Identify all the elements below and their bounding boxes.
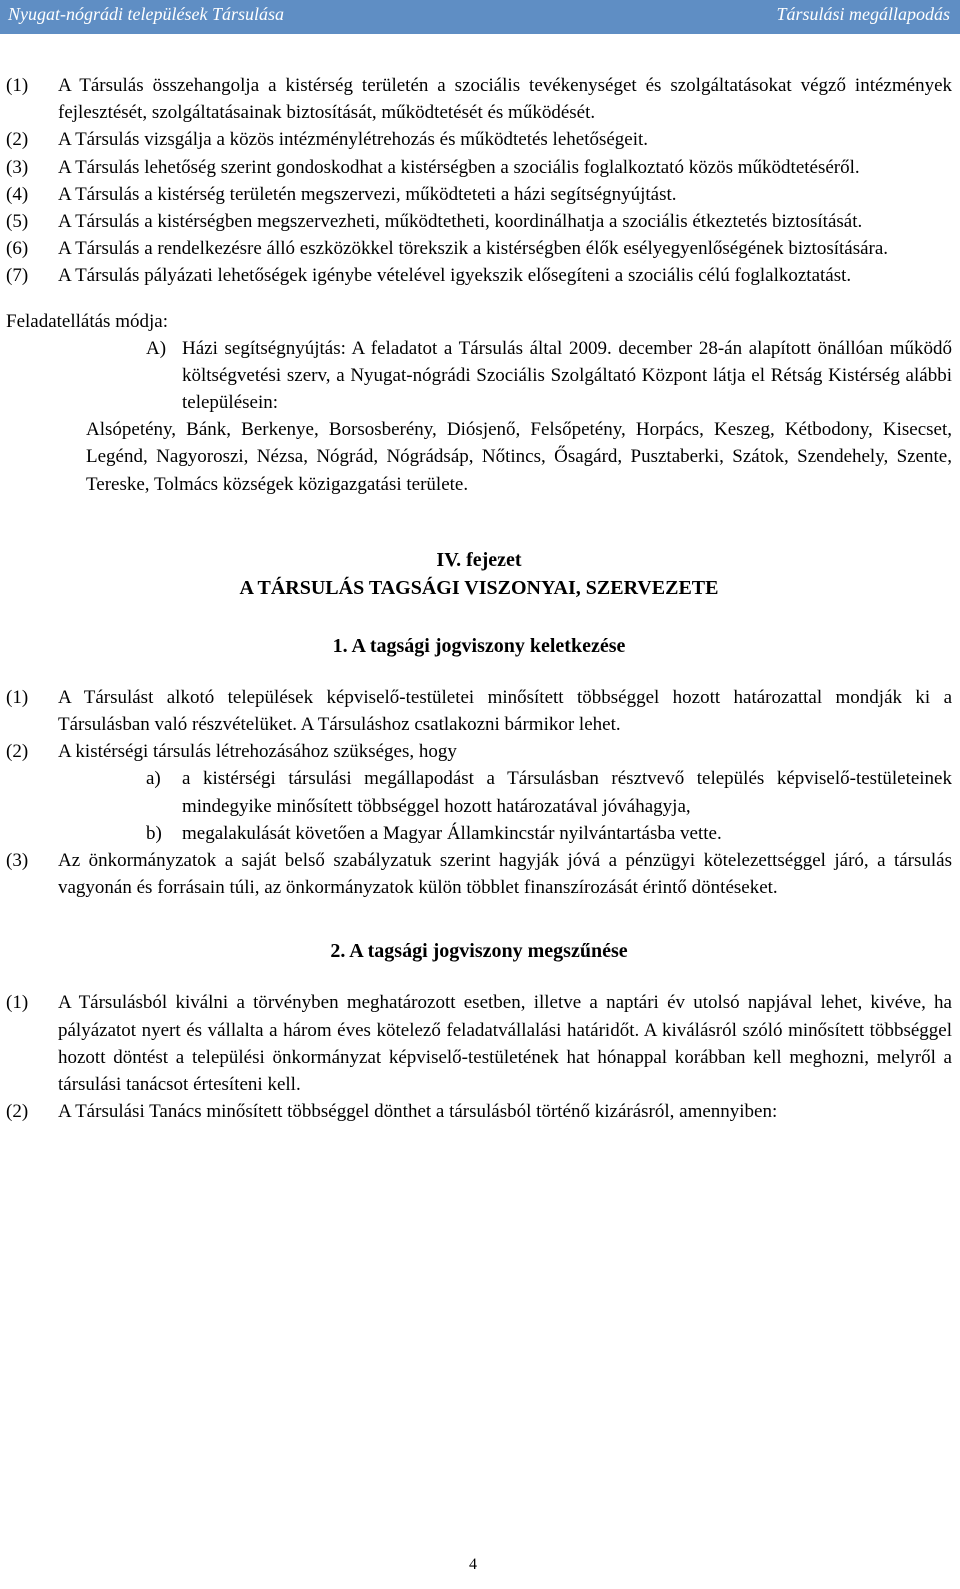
list-subitem: a) a kistérségi társulási megállapodást a Társulásban résztvevő település képviselő-testületeinek mindegyike minősített többséggel hozott határozatával jóváhagyja, <box>146 768 952 817</box>
chapter-number: IV. fejezet <box>436 548 522 571</box>
list-item: (2) A kistérségi társulás létrehozásához szükséges, hogy <box>6 741 457 763</box>
document-body <box>6 72 952 1125</box>
list-item: (2) A Társulás vizsgálja a közös intézménylétrehozás és működtetés lehetőségeit. <box>6 129 649 151</box>
page-number: 4 <box>469 1556 477 1573</box>
section-title: 1. A tagsági jogviszony keletkezése <box>332 634 626 657</box>
list-item: (1) A Társulásból kiválni a törvényben meghatározott esetben, illetve a naptári év utolsó napjával lehet, kivéve, ha pályázatot nyert és vállalta a három éves kötelező feladatvállalási határidőt. A kiválásról szóló minősített többséggel hozott döntést a települési önkormányzat képviselő-testületének hat hónappal korábban kell meghozni, melyről a társulási tanácsot értesíteni kell. <box>6 992 952 1096</box>
list-item: (6) A Társulás a rendelkezésre álló eszközökkel törekszik a kistérségben élők esélyegyenlőségének biztosítására. <box>6 238 889 260</box>
list-item: (3) Az önkormányzatok a saját belső szabályzatuk szerint hagyják jóvá a pénzügyi kötelezettséggel járó, a társulás vagyonán és forrásain túli, az önkormányzatok külön többlet finanszírozását érintő döntéseket. <box>6 850 952 899</box>
header-right-title: Társulási megállapodás <box>776 4 950 24</box>
section-title: 2. A tagsági jogviszony megszűnése <box>330 940 628 963</box>
list-subitem: b) megalakulását követően a Magyar Államkincstár nyilvántartásba vette. <box>146 822 722 844</box>
task-mode-item-a: A) Házi segítségnyújtás: A feladatot a Társulás által 2009. december 28-án alapított önállóan működő költségvetési szerv, a Nyugat-nógrádi Szociális Szolgáltató Központ látja el Rétság Kistérség alábbi településein: <box>146 337 952 414</box>
list-item: (1) A Társulást alkotó települések képviselő-testületei minősített többséggel hozott határozattal mondják ki a Társulásban való részvételüket. A Társuláshoz csatlakozni bármikor lehet. <box>6 686 952 736</box>
list-item: (3) A Társulás lehetőség szerint gondoskodhat a kistérségben a szociális foglalkoztató közös működtetéséről. <box>6 156 860 178</box>
header-left-title: Nyugat-nógrádi települések Társulása <box>8 4 284 24</box>
list-item: (2) A Társulási Tanács minősített többséggel dönthet a társulásból történő kizárásról, amennyiben: <box>6 1101 778 1123</box>
list-item: (4) A Társulás a kistérség területén megszervezi, működteteti a házi segítségnyújtást. <box>6 183 677 205</box>
tasks-list <box>6 72 952 290</box>
chapter-title: A TÁRSULÁS TAGSÁGI VISZONYAI, SZERVEZETE <box>239 576 719 599</box>
task-mode-label: Feladatellátás módja: <box>6 310 168 332</box>
town-list: Alsópetény, Bánk, Berkenye, Borsosberény, Diósjenő, Felsőpetény, Horpács, Keszeg, Kétbodony, Kisecset, Legénd, Nagyoroszi, Nézsa, Nógrád, Nógrádsáp, Nőtincs, Ősagárd, Pusztaberki, Szátok, Szendehely, Szente, Tereske, Tolmács községek közigazgatási területe. <box>86 419 952 495</box>
list-item: (5) A Társulás a kistérségben megszervezheti, működtetheti, koordinálhatja a szociális étkeztetés biztosítását. <box>6 211 863 233</box>
list-item: (7) A Társulás pályázati lehetőségek igénybe vételével igyekszik elősegíteni a szociális célú foglalkoztatást. <box>6 265 852 287</box>
page-header <box>0 0 960 34</box>
list-item: (1) A Társulás összehangolja a kistérség területén a szociális tevékenységet és szolgáltatásokat végző intézmények fejlesztését, szolgáltatásainak biztosítását, működtetését és működését. <box>6 75 952 124</box>
